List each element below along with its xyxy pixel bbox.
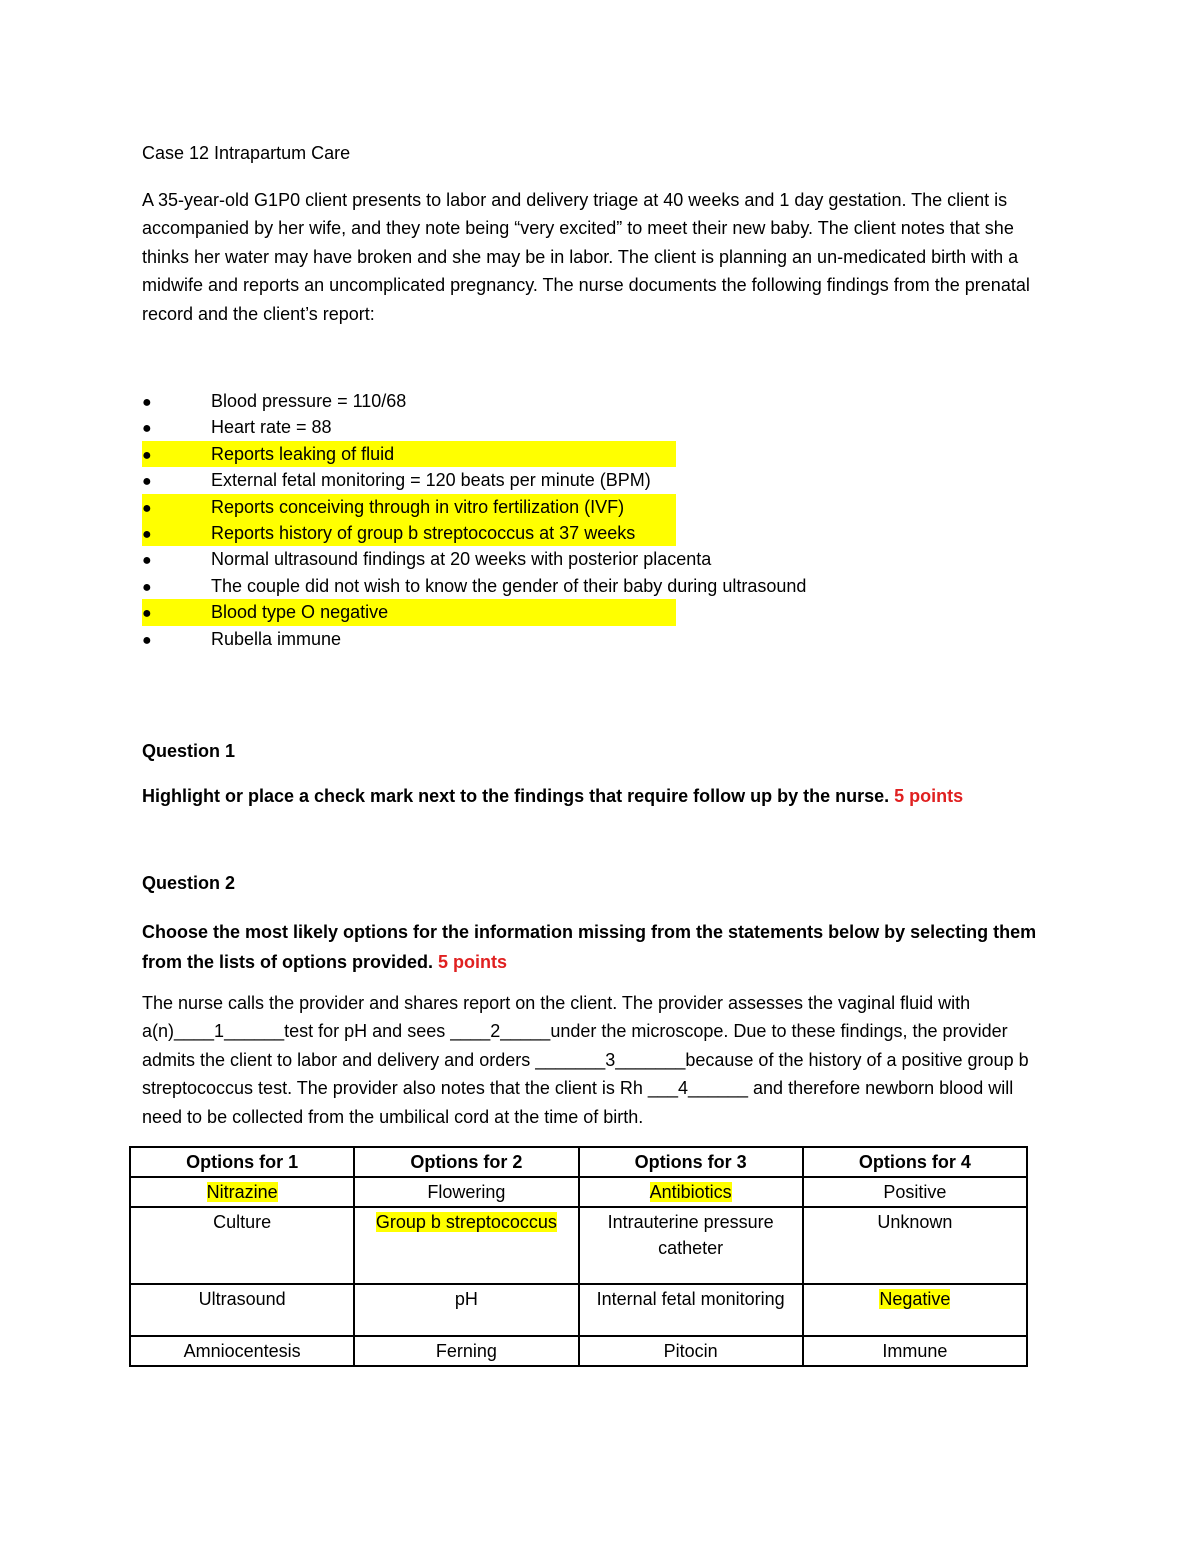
bullet-icon: ● (142, 420, 152, 438)
bullet-icon: ● (142, 525, 152, 543)
bullet-icon: ● (142, 605, 152, 623)
options-header-row (130, 1147, 1027, 1177)
finding-item: ● Normal ultrasound findings at 20 weeks with posterior placenta (142, 546, 806, 572)
finding-item: ● The couple did not wish to know the gender of their baby during ultrasound (142, 573, 806, 599)
table-row (130, 1177, 1027, 1207)
question-2-text: Choose the most likely options for the information missing from the statements below by selecting them from the lists of options provided. 5 points (142, 922, 1037, 972)
finding-item: ● External fetal monitoring = 120 beats per minute (BPM) (142, 467, 806, 493)
question-1-label: Question 1 (142, 741, 236, 761)
bullet-icon: ● (142, 552, 152, 570)
question-2-points: 5 points (438, 952, 508, 972)
option-cell: Flowering (354, 1177, 578, 1207)
finding-item: ● Blood pressure = 110/68 (142, 388, 806, 414)
option-cell: Negative (803, 1284, 1027, 1336)
case-title: Case 12 Intrapartum Care (142, 143, 351, 163)
findings-list (142, 388, 806, 652)
bullet-icon: ● (142, 394, 152, 411)
options-header: Options for 1 (130, 1147, 354, 1177)
bullet-icon: ● (142, 578, 152, 596)
question-1-text: Highlight or place a check mark next to the findings that require follow up by the nurse. 5 points (142, 786, 964, 806)
question-2-passage: The nurse calls the provider and shares report on the client. The provider assesses the vaginal fluid with a(n)____1______test for pH and sees ____2_____under the microscope. Due to these findings, the provider admits the client to labor and delivery and orders _______3_______because of the history of a positive group b streptococcus test. The provider also notes that the client is Rh ___4______ and therefore newborn blood will need to be collected from the umbilical cord at the time of birth. (142, 993, 1029, 1127)
bullet-icon: ● (142, 499, 152, 517)
question-1-points: 5 points (894, 786, 964, 806)
finding-item: ● Heart rate = 88 (142, 414, 806, 440)
table-row (130, 1207, 1027, 1284)
option-cell: Group b streptococcus (354, 1207, 578, 1284)
option-cell: Nitrazine (130, 1177, 354, 1207)
finding-item-highlighted: ● Blood type O negative (142, 599, 676, 625)
case-intro: A 35-year-old G1P0 client presents to labor and delivery triage at 40 weeks and 1 day gestation. The client is accompanied by her wife, and they note being “very excited” to meet their new baby. The client notes that she thinks her water may have broken and she may be in labor. The client is planning an un-medicated birth with a midwife and reports an uncomplicated pregnancy. The nurse documents the following findings from the prenatal record and the client’s report: (142, 190, 1030, 324)
option-cell: Intrauterine pressure catheter (579, 1207, 803, 1284)
option-cell: Ultrasound (130, 1284, 354, 1336)
option-cell: Unknown (803, 1207, 1027, 1284)
option-cell: pH (354, 1284, 578, 1336)
table-row (130, 1336, 1027, 1366)
option-cell: Immune (803, 1336, 1027, 1366)
option-cell: Amniocentesis (130, 1336, 354, 1366)
options-header: Options for 3 (579, 1147, 803, 1177)
question-2-label: Question 2 (142, 873, 236, 893)
option-cell: Ferning (354, 1336, 578, 1366)
finding-item-highlighted: ● Reports history of group b streptococcus at 37 weeks (142, 520, 676, 546)
option-cell: Positive (803, 1177, 1027, 1207)
bullet-icon: ● (142, 473, 152, 491)
bullet-icon: ● (142, 446, 152, 464)
options-table (129, 1146, 1028, 1367)
option-cell: Antibiotics (579, 1177, 803, 1207)
option-cell: Pitocin (579, 1336, 803, 1366)
bullet-icon: ● (142, 631, 152, 649)
options-header: Options for 2 (354, 1147, 578, 1177)
finding-item: ● Rubella immune (142, 626, 806, 652)
option-cell: Internal fetal monitoring (579, 1284, 803, 1336)
finding-item-highlighted: ● Reports conceiving through in vitro fertilization (IVF) (142, 494, 676, 520)
finding-item-highlighted: ● Reports leaking of fluid (142, 441, 676, 467)
option-cell: Culture (130, 1207, 354, 1284)
table-row (130, 1284, 1027, 1336)
options-header: Options for 4 (803, 1147, 1027, 1177)
